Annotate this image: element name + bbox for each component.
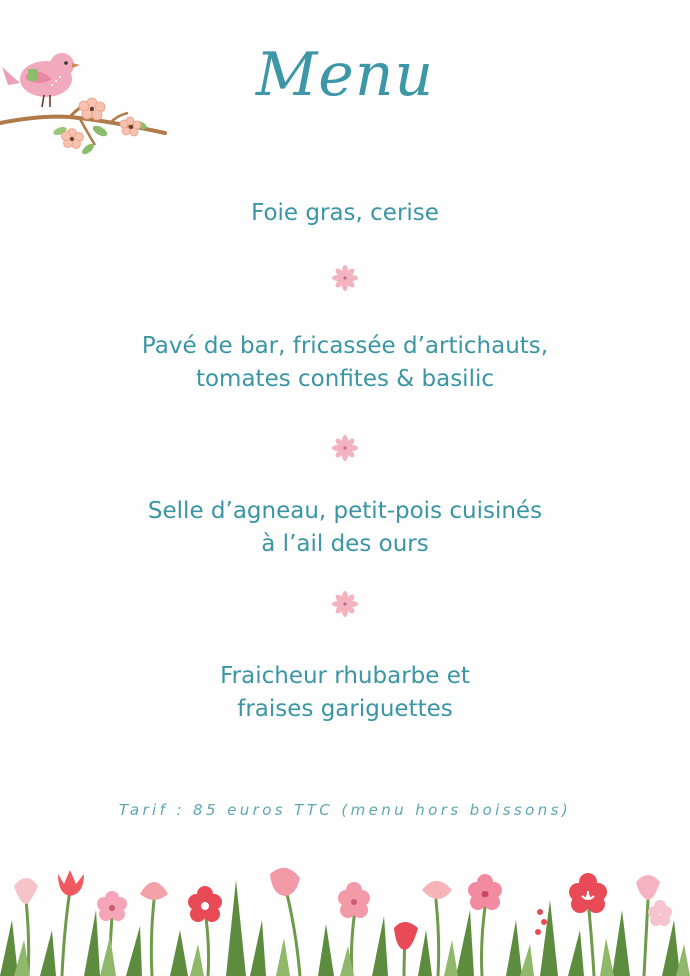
course-line: Pavé de bar, fricassée d’artichauts, bbox=[141, 333, 549, 359]
flower-separator-icon bbox=[331, 590, 359, 618]
course-line: fraises gariguettes bbox=[237, 696, 453, 722]
page-title: Menu bbox=[255, 40, 435, 110]
price-note: Tarif : 85 euros TTC (menu hors boissons) bbox=[118, 801, 572, 819]
course-line: Foie gras, cerise bbox=[251, 200, 439, 226]
course-meat bbox=[0, 495, 690, 561]
course-line: à l’ail des ours bbox=[261, 531, 429, 557]
course-starter bbox=[0, 197, 690, 230]
course-dessert bbox=[0, 660, 690, 726]
course-line: tomates confites & basilic bbox=[195, 366, 495, 392]
flower-separator-icon bbox=[331, 434, 359, 462]
wildflower-meadow-icon bbox=[0, 860, 690, 976]
course-line: Fraicheur rhubarbe et bbox=[220, 663, 470, 689]
course-fish bbox=[0, 330, 690, 396]
flower-separator-icon bbox=[331, 264, 359, 292]
course-line: Selle d’agneau, petit-pois cuisinés bbox=[147, 498, 543, 524]
